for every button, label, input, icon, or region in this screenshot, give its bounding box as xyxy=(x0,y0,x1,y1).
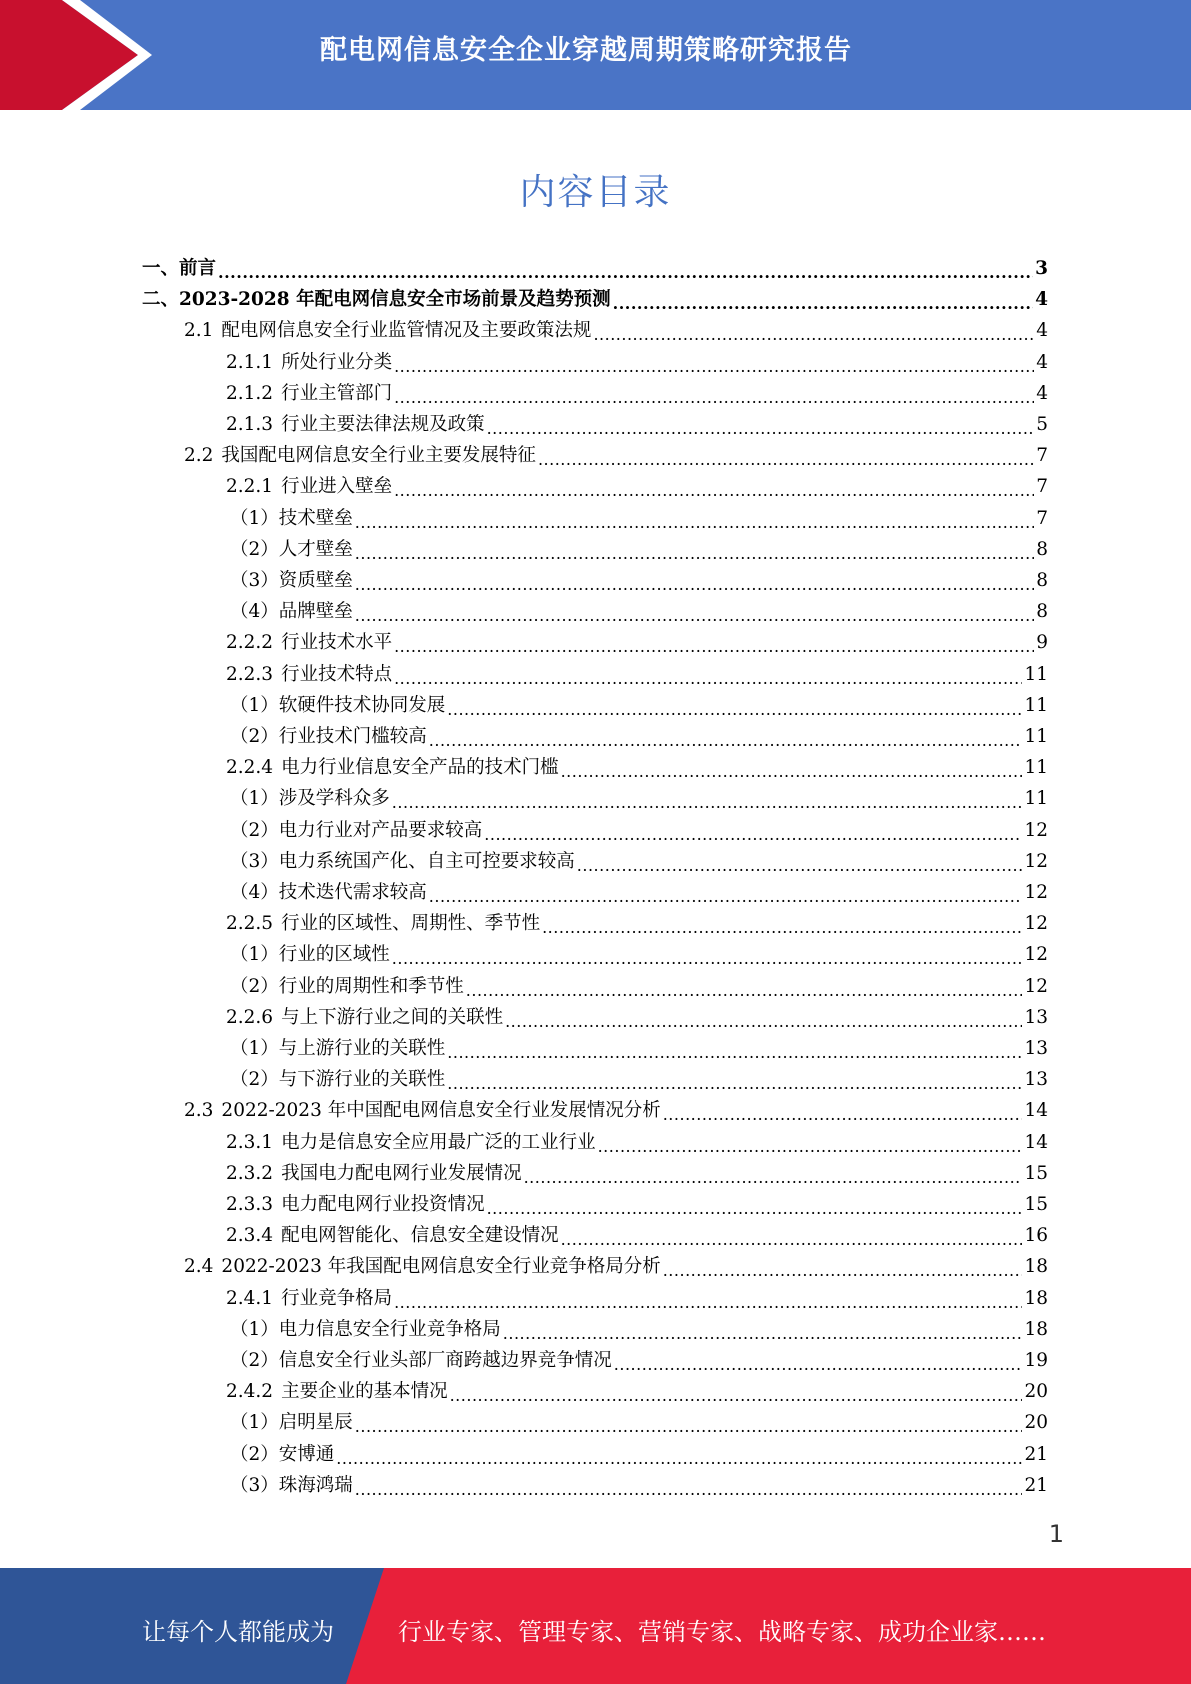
toc-dot-leader xyxy=(614,1346,1023,1376)
toc-entry[interactable] xyxy=(226,1284,1048,1314)
toc-entry[interactable] xyxy=(230,1346,1048,1376)
toc-entry-number: 2.2.5 xyxy=(226,913,274,935)
toc-dot-leader xyxy=(355,597,1034,627)
toc-entry-page: 21 xyxy=(1024,1443,1048,1465)
toc-entry-page: 8 xyxy=(1036,601,1048,623)
toc-entry-page: 13 xyxy=(1024,1069,1048,1091)
toc-entry-page: 15 xyxy=(1024,1162,1048,1184)
toc-entry[interactable] xyxy=(230,1471,1048,1501)
toc-dot-leader xyxy=(355,504,1034,534)
toc-entry-page: 7 xyxy=(1036,507,1048,529)
footer-slogan-right: 行业专家、管理专家、营销专家、战略专家、成功企业家…… xyxy=(398,1618,1046,1646)
toc-entry-page: 4 xyxy=(1036,320,1048,342)
toc-dot-leader xyxy=(450,1377,1023,1407)
toc-entry-page: 13 xyxy=(1024,1038,1048,1059)
toc-entry-page: 9 xyxy=(1036,632,1048,654)
toc-entry-number: 2.1.1 xyxy=(226,351,274,373)
toc-entry-number: 2.4.1 xyxy=(226,1287,274,1309)
toc-entry[interactable] xyxy=(142,254,1048,284)
toc-entry-label: 所处行业分类 xyxy=(281,351,393,373)
toc-entry-page: 11 xyxy=(1024,726,1048,747)
toc-dot-leader xyxy=(394,660,1022,690)
toc-entry-page: 12 xyxy=(1024,882,1048,903)
toc-dot-leader xyxy=(561,753,1023,783)
toc-entry-number: 2.2.6 xyxy=(226,1006,274,1028)
toc-entry-number: 2.3 xyxy=(184,1100,214,1122)
toc-entry-page: 21 xyxy=(1024,1474,1048,1496)
toc-entry-number: （1） xyxy=(230,1038,279,1059)
toc-entry-label: 我国配电网信息安全行业主要发展特征 xyxy=(221,445,536,467)
footer-slogan-left: 让每个人都能成为 xyxy=(142,1618,334,1646)
toc-entry[interactable] xyxy=(230,1440,1048,1470)
toc-entry-label: 行业主要法律法规及政策 xyxy=(281,414,485,435)
toc-entry-number: （2） xyxy=(230,1069,279,1091)
toc-entry-label: 软硬件技术协同发展 xyxy=(278,694,446,716)
toc-entry-page: 11 xyxy=(1024,788,1048,810)
toc-dot-leader xyxy=(336,1440,1022,1470)
toc-entry-page: 14 xyxy=(1024,1131,1048,1153)
toc-entry[interactable] xyxy=(226,1377,1048,1407)
toc-entry[interactable] xyxy=(230,816,1048,846)
toc-entry-label: 行业技术门槛较高 xyxy=(278,726,427,747)
toc-entry[interactable] xyxy=(230,847,1048,877)
toc-entry[interactable] xyxy=(226,348,1048,378)
footer-banner xyxy=(0,1568,1191,1684)
toc-entry[interactable] xyxy=(184,316,1048,346)
toc-entry[interactable] xyxy=(230,691,1048,721)
toc-entry[interactable] xyxy=(230,566,1048,596)
toc-entry[interactable] xyxy=(226,1128,1048,1158)
toc-entry-page: 5 xyxy=(1036,414,1048,435)
toc-entry-number: （1） xyxy=(230,1318,279,1340)
toc-entry-label: 电力是信息安全应用最广泛的工业行业 xyxy=(281,1131,596,1153)
toc-entry-number: （1） xyxy=(230,944,279,966)
toc-entry-label: 与上下游行业之间的关联性 xyxy=(281,1006,504,1028)
toc-dot-leader xyxy=(394,628,1034,658)
toc-dot-leader xyxy=(663,1252,1023,1282)
header-banner xyxy=(0,0,1191,110)
toc-entry-label: 行业进入壁垒 xyxy=(281,476,393,498)
toc-title: 内容目录 xyxy=(519,172,672,213)
page-number: 1 xyxy=(1048,1520,1064,1548)
toc-entry-page: 12 xyxy=(1024,944,1048,966)
toc-entry-number: 2.2 xyxy=(184,445,214,467)
toc-dot-leader xyxy=(355,566,1034,596)
toc-entry-number: （1） xyxy=(230,694,279,716)
toc-entry[interactable] xyxy=(226,1159,1048,1189)
toc-entry[interactable] xyxy=(230,504,1048,534)
toc-dot-leader xyxy=(663,1096,1023,1126)
toc-entry-label: 珠海鸿瑞 xyxy=(278,1474,353,1496)
toc-entry-number: （1） xyxy=(230,507,279,529)
toc-entry[interactable] xyxy=(230,878,1048,908)
toc-entry-number: 2.2.3 xyxy=(226,663,274,685)
toc-dot-leader xyxy=(447,1065,1022,1095)
toc-entry[interactable] xyxy=(226,753,1048,783)
toc-entry-number: （4） xyxy=(230,882,279,903)
toc-entry[interactable] xyxy=(184,1252,1048,1282)
toc-entry-label: 配电网信息安全行业监管情况及主要政策法规 xyxy=(221,320,592,342)
toc-entry-page: 7 xyxy=(1036,476,1048,498)
toc-entry-number: 2.1.2 xyxy=(226,382,274,404)
toc-entry-number: （1） xyxy=(230,1412,279,1434)
toc-entry-label: 配电网智能化、信息安全建设情况 xyxy=(281,1225,559,1247)
toc-entry[interactable] xyxy=(226,909,1048,939)
toc-entry-label: 技术迭代需求较高 xyxy=(278,882,427,903)
toc-entry[interactable] xyxy=(230,597,1048,627)
toc-entry-number: 2.3.4 xyxy=(226,1225,274,1247)
toc-entry-label: 电力行业对产品要求较高 xyxy=(278,819,483,841)
toc-entry-number: 2.3.2 xyxy=(226,1162,274,1184)
toc-entry-label: 行业的周期性和季节性 xyxy=(278,975,464,997)
toc-entry[interactable] xyxy=(230,784,1048,814)
toc-entry-label: 2023-2028 年配电网信息安全市场前景及趋势预测 xyxy=(179,289,611,311)
toc-entry-number: （2） xyxy=(230,538,279,560)
toc-entry-page: 14 xyxy=(1024,1100,1048,1122)
toc-entry-label: 行业的区域性、周期性、季节性 xyxy=(281,913,541,935)
toc-entry-label: 前言 xyxy=(179,258,217,279)
toc-entry[interactable] xyxy=(226,379,1048,409)
toc-dot-leader xyxy=(394,1284,1022,1314)
toc-entry[interactable] xyxy=(184,441,1048,471)
toc-entry-page: 20 xyxy=(1024,1381,1048,1403)
toc-dot-leader xyxy=(503,1315,1023,1345)
toc-entry-page: 18 xyxy=(1024,1256,1048,1278)
toc-entry-page: 18 xyxy=(1024,1318,1048,1340)
toc-entry-page: 11 xyxy=(1024,757,1048,779)
header-title: 配电网信息安全企业穿越周期策略研究报告 xyxy=(320,35,852,66)
toc-dot-leader xyxy=(355,535,1034,565)
toc-entry[interactable] xyxy=(226,410,1048,440)
toc-entry-page: 7 xyxy=(1036,445,1048,467)
toc-dot-leader xyxy=(394,472,1034,502)
toc-entry-page: 4 xyxy=(1036,382,1048,404)
toc-dot-leader xyxy=(429,878,1023,908)
toc-entry-label: 电力系统国产化、自主可控要求较高 xyxy=(278,850,575,872)
toc-entry-label: 行业的区域性 xyxy=(278,944,390,966)
toc-dot-leader xyxy=(392,940,1023,970)
toc-dot-leader xyxy=(542,909,1022,939)
toc-entry-number: （3） xyxy=(230,850,279,872)
toc-entry-label: 行业技术水平 xyxy=(281,632,393,654)
toc-entry-number: （2） xyxy=(230,726,279,747)
toc-entry-page: 12 xyxy=(1024,975,1048,997)
toc-entry[interactable] xyxy=(230,1408,1048,1438)
toc-entry-label: 技术壁垒 xyxy=(278,507,353,529)
toc-entry-page: 12 xyxy=(1024,850,1048,872)
toc-entry[interactable] xyxy=(230,972,1048,1002)
toc-entry[interactable] xyxy=(226,472,1048,502)
toc-entry-page: 8 xyxy=(1036,538,1048,560)
toc-entry[interactable] xyxy=(226,1221,1048,1251)
toc-dot-leader xyxy=(593,316,1034,346)
toc-entry-label: 2022-2023 年中国配电网信息安全行业发展情况分析 xyxy=(221,1100,661,1122)
toc-entry-label: 2022-2023 年我国配电网信息安全行业竞争格局分析 xyxy=(221,1256,661,1278)
toc-dot-leader xyxy=(613,285,1034,315)
toc-entry-page: 4 xyxy=(1036,351,1048,373)
toc-entry-number: 2.2.1 xyxy=(226,476,274,498)
toc-dot-leader xyxy=(429,722,1023,752)
toc-entry-number: 2.1.3 xyxy=(226,414,274,435)
toc-entry-label: 我国电力配电网行业发展情况 xyxy=(281,1162,522,1184)
toc-entry-page: 16 xyxy=(1024,1225,1048,1247)
toc-entry-number: 2.4.2 xyxy=(226,1381,274,1403)
toc-entry-page: 15 xyxy=(1024,1194,1048,1215)
toc-entry-label: 行业主管部门 xyxy=(281,382,393,404)
toc-dot-leader xyxy=(447,691,1022,721)
toc-entry-label: 信息安全行业头部厂商跨越边界竞争情况 xyxy=(278,1350,612,1371)
toc-entry-label: 启明星辰 xyxy=(278,1412,353,1434)
toc-entry-label: 与下游行业的关联性 xyxy=(278,1069,446,1091)
toc-entry-label: 电力配电网行业投资情况 xyxy=(281,1194,485,1215)
toc-entry[interactable] xyxy=(230,722,1048,752)
toc-entry-label: 电力信息安全行业竞争格局 xyxy=(278,1318,501,1340)
toc-entry-label: 行业技术特点 xyxy=(281,663,393,685)
toc-entry-number: （4） xyxy=(230,601,279,623)
toc-entry-label: 品牌壁垒 xyxy=(278,601,353,623)
toc-entry[interactable] xyxy=(230,1065,1048,1095)
toc-entry-number: 2.2.2 xyxy=(226,632,274,654)
toc-entry-page: 20 xyxy=(1024,1412,1048,1434)
toc-dot-leader xyxy=(538,441,1034,471)
toc-entry-label: 安博通 xyxy=(278,1443,335,1465)
toc-entry-label: 资质壁垒 xyxy=(278,570,353,591)
toc-dot-leader xyxy=(392,784,1023,814)
toc-entry[interactable] xyxy=(230,1034,1048,1064)
toc-entry-page: 11 xyxy=(1024,694,1048,716)
toc-entry-number: （2） xyxy=(230,975,279,997)
toc-entry-number: 2.1 xyxy=(184,320,214,342)
toc-dot-leader xyxy=(394,379,1034,409)
toc-entry-page: 18 xyxy=(1024,1287,1048,1309)
toc-entry[interactable] xyxy=(230,940,1048,970)
toc-entry-number: 2.2.4 xyxy=(226,757,274,779)
toc-entry-page: 3 xyxy=(1035,258,1048,279)
toc-dot-leader xyxy=(484,816,1022,846)
toc-entry-number: 一、 xyxy=(142,258,180,279)
toc-entry-label: 与上游行业的关联性 xyxy=(278,1038,446,1059)
toc-entry-number: 二、 xyxy=(142,289,180,311)
toc-entry-page: 12 xyxy=(1024,819,1048,841)
toc-dot-leader xyxy=(355,1471,1023,1501)
toc-dot-leader xyxy=(577,847,1023,877)
toc-entry-page: 13 xyxy=(1024,1006,1048,1028)
toc-entry-number: （2） xyxy=(230,819,279,841)
toc-entry-page: 4 xyxy=(1035,289,1048,311)
toc-dot-leader xyxy=(505,1003,1022,1033)
toc-entry[interactable] xyxy=(226,1003,1048,1033)
toc-entry-label: 电力行业信息安全产品的技术门槛 xyxy=(281,757,559,779)
toc-entry-number: （2） xyxy=(230,1350,279,1371)
toc-entry[interactable] xyxy=(142,285,1048,315)
toc-dot-leader xyxy=(524,1159,1023,1189)
toc-entry[interactable] xyxy=(226,628,1048,658)
toc-entry-number: （3） xyxy=(230,1474,279,1496)
toc-entry-label: 人才壁垒 xyxy=(278,538,353,560)
toc-entry[interactable] xyxy=(226,1190,1048,1220)
toc-entry-label: 行业竞争格局 xyxy=(281,1287,393,1309)
toc-entry-number: （1） xyxy=(230,788,279,810)
toc-dot-leader xyxy=(394,348,1034,378)
toc-entry-number: （2） xyxy=(230,1443,279,1465)
toc-entry[interactable] xyxy=(230,1315,1048,1345)
toc-dot-leader xyxy=(561,1221,1023,1251)
toc-entry-label: 主要企业的基本情况 xyxy=(281,1381,448,1403)
toc-entry-page: 19 xyxy=(1024,1350,1048,1371)
toc-entry-number: 2.3.3 xyxy=(226,1194,274,1215)
toc-dot-leader xyxy=(466,972,1023,1002)
toc-entry-label: 涉及学科众多 xyxy=(278,788,390,810)
toc-entry-page: 12 xyxy=(1024,913,1048,935)
toc-dot-leader xyxy=(598,1128,1023,1158)
toc-entry[interactable] xyxy=(230,535,1048,565)
toc-dot-leader xyxy=(487,1190,1023,1220)
header-chevron-decoration xyxy=(0,0,160,110)
toc-entry-page: 8 xyxy=(1036,570,1048,591)
toc-dot-leader xyxy=(355,1408,1023,1438)
toc-entry-number: （3） xyxy=(230,570,279,591)
toc-dot-leader xyxy=(487,410,1035,440)
toc-entry-number: 2.4 xyxy=(184,1256,214,1278)
toc-dot-leader xyxy=(447,1034,1022,1064)
toc-entry[interactable] xyxy=(226,660,1048,690)
toc-dot-leader xyxy=(218,254,1033,284)
toc-entry[interactable] xyxy=(184,1096,1048,1126)
toc-entry-number: 2.3.1 xyxy=(226,1131,274,1153)
toc-entry-page: 11 xyxy=(1024,663,1048,685)
